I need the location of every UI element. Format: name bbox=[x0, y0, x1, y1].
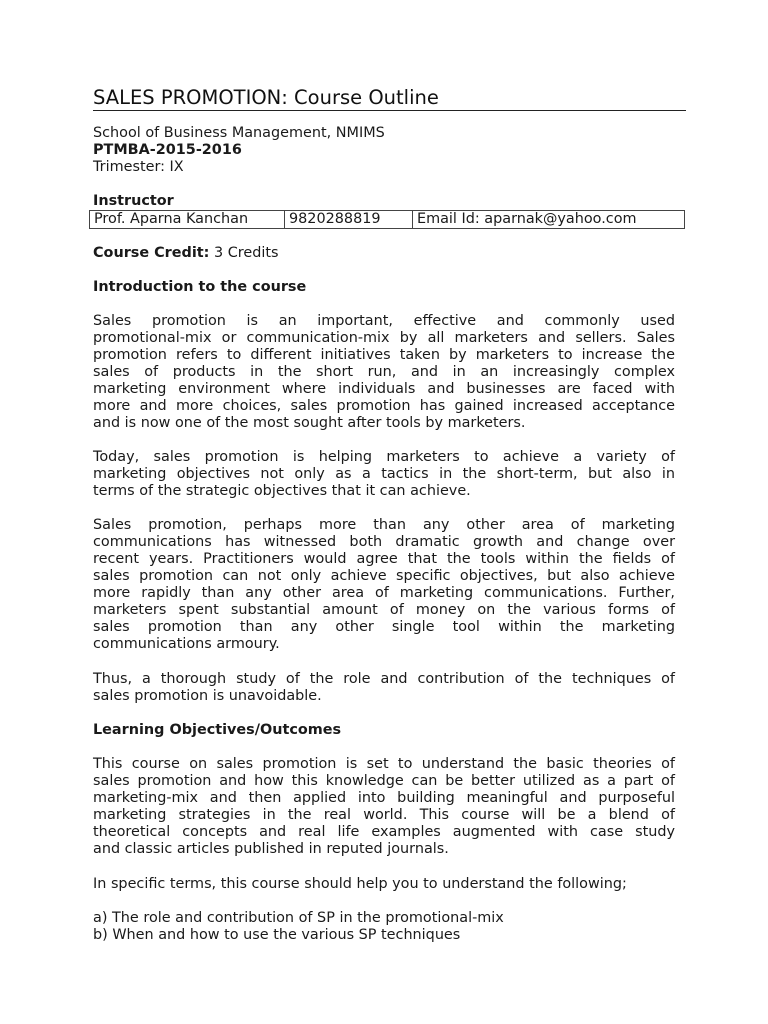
intro-paragraph-1 bbox=[93, 313, 675, 432]
paragraph-line: communications has witnessed both dramatic growth and change over bbox=[93, 534, 675, 550]
paragraph-line: marketing strategies in the real world. This course will be a blend of bbox=[93, 807, 675, 823]
paragraph-line: marketers spent substantial amount of money on the various forms of bbox=[93, 602, 675, 618]
instructor-table bbox=[89, 210, 685, 229]
school-name: School of Business Management, NMIMS bbox=[93, 125, 385, 141]
paragraph-line: marketing environment where individuals and businesses are faced with bbox=[93, 381, 675, 397]
objectives-paragraph-2: In specific terms, this course should help you to understand the following; bbox=[93, 876, 627, 892]
list-item: a) The role and contribution of SP in the promotional-mix bbox=[93, 910, 504, 926]
paragraph-line: marketing objectives not only as a tactics in the short-term, but also in bbox=[93, 466, 675, 482]
paragraph-line: communications armoury. bbox=[93, 636, 280, 652]
course-credit-label: Course Credit: bbox=[93, 245, 210, 261]
instructor-heading: Instructor bbox=[93, 193, 174, 209]
paragraph-line: sales promotion can not only achieve specific objectives, but also achieve bbox=[93, 568, 675, 584]
program-code: PTMBA-2015-2016 bbox=[93, 142, 242, 158]
paragraph-line: This course on sales promotion is set to understand the basic theories of bbox=[93, 756, 675, 772]
paragraph-line: more and more choices, sales promotion has gained increased acceptance bbox=[93, 398, 675, 414]
paragraph-line: sales promotion and how this knowledge can be better utilized as a part of bbox=[93, 773, 675, 789]
paragraph-line: terms of the strategic objectives that it can achieve. bbox=[93, 483, 471, 499]
paragraph-line: more rapidly than any other area of marketing communications. Further, bbox=[93, 585, 675, 601]
paragraph-line: Today, sales promotion is helping marketers to achieve a variety of bbox=[93, 449, 675, 465]
objectives-paragraph-1 bbox=[93, 756, 675, 858]
title-underline bbox=[93, 110, 686, 111]
paragraph-line: Sales promotion, perhaps more than any other area of marketing bbox=[93, 517, 675, 533]
instructor-email: Email Id: aparnak@yahoo.com bbox=[417, 211, 637, 227]
paragraph-line: sales promotion than any other single tool within the marketing bbox=[93, 619, 675, 635]
paragraph-line: promotional-mix or communication-mix by all marketers and sellers. Sales bbox=[93, 330, 675, 346]
trimester: Trimester: IX bbox=[93, 159, 184, 175]
paragraph-line: and is now one of the most sought after tools by marketers. bbox=[93, 415, 526, 431]
instructor-phone: 9820288819 bbox=[285, 211, 413, 228]
intro-paragraph-3 bbox=[93, 517, 675, 653]
paragraph-line: theoretical concepts and real life examples augmented with case study bbox=[93, 824, 675, 840]
paragraph-line: and classic articles published in reputed journals. bbox=[93, 841, 449, 857]
paragraph-line: sales of products in the short run, and in an increasingly complex bbox=[93, 364, 675, 380]
paragraph-line: marketing-mix and then applied into building meaningful and purposeful bbox=[93, 790, 675, 806]
instructor-name: Prof. Aparna Kanchan bbox=[90, 211, 285, 228]
course-credit-value: 3 Credits bbox=[209, 245, 279, 261]
paragraph-line: Thus, a thorough study of the role and contribution of the techniques of bbox=[93, 671, 675, 687]
intro-paragraph-4 bbox=[93, 671, 675, 705]
paragraph-line: Sales promotion is an important, effective and commonly used bbox=[93, 313, 675, 329]
course-credit bbox=[93, 245, 279, 262]
document-title: SALES PROMOTION: Course Outline bbox=[93, 86, 439, 109]
list-item: b) When and how to use the various SP techniques bbox=[93, 927, 461, 943]
paragraph-line: recent years. Practitioners would agree that the tools within the fields of bbox=[93, 551, 675, 567]
objectives-heading: Learning Objectives/Outcomes bbox=[93, 722, 342, 738]
paragraph-line: sales promotion is unavoidable. bbox=[93, 688, 322, 704]
intro-heading: Introduction to the course bbox=[93, 279, 307, 295]
intro-paragraph-2 bbox=[93, 449, 675, 500]
paragraph-line: promotion refers to different initiatives taken by marketers to increase the bbox=[93, 347, 675, 363]
